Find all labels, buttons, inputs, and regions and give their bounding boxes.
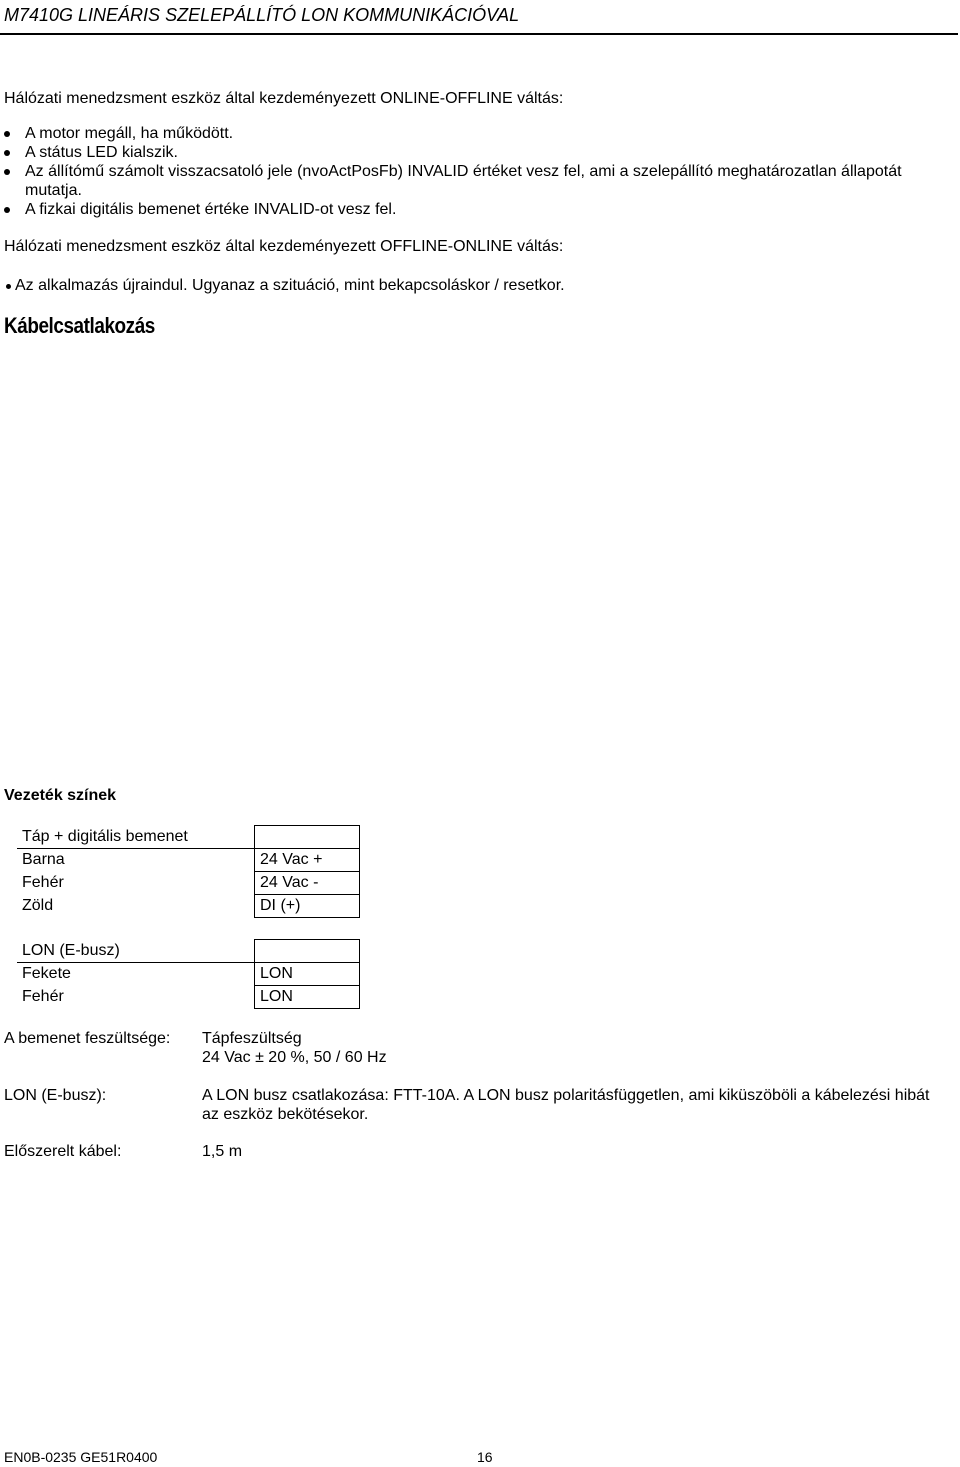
footer-document-code: EN0B-0235 GE51R0400 (4, 1449, 158, 1465)
list-item-text: Az alkalmazás újraindul. Ugyanaz a szituáció, mint bekapcsoláskor / resetkor. (15, 277, 565, 294)
table-header-row (17, 826, 360, 849)
section-heading-cable: Kábelcsatlakozás (4, 313, 155, 338)
input-voltage-line1: Tápfeszültség (202, 1030, 302, 1047)
online-offline-bullet-list (0, 124, 955, 219)
table-row (17, 849, 360, 872)
input-voltage-value (202, 1029, 942, 1067)
wire-signal-cell: 24 Vac + (255, 849, 360, 872)
offline-online-bullet-list (0, 276, 955, 295)
bullet-icon (6, 284, 11, 289)
lon-bus-label: LON (E-busz): (4, 1087, 107, 1104)
table-header-cell: Táp + digitális bemenet (17, 826, 255, 849)
wire-colors-heading: Vezeték színek (4, 787, 117, 804)
input-voltage-label: A bemenet feszültsége: (4, 1030, 171, 1047)
lon-bus-value: A LON busz csatlakozása: FTT-10A. A LON busz polaritásfüggetlen, ami kiküszöböli a kábelezési hibát az eszköz bekötésekor. (202, 1087, 930, 1123)
list-item-text: Az állítómű számolt visszacsatoló jele (nvoActPosFb) INVALID értéket vesz fel, ami a szelepállító meghatározatlan állapotát mutatja. (25, 163, 902, 199)
wire-color-cell: Fehér (22, 874, 64, 891)
lon-wire-table (17, 939, 360, 1009)
wire-color-cell: Zöld (22, 897, 54, 914)
table-row (17, 872, 360, 895)
wire-color-cell: Barna (22, 851, 65, 869)
wire-signal-cell: 24 Vac - (255, 872, 360, 895)
footer-page-number: 16 (477, 1449, 493, 1465)
bullet-icon (4, 207, 10, 213)
cable-value: 1,5 m (202, 1143, 243, 1160)
wire-signal-cell: DI (+) (255, 895, 360, 918)
header-divider (0, 33, 958, 35)
table-row (17, 986, 360, 1009)
table-row (17, 895, 360, 918)
table-header-empty-cell (255, 826, 360, 849)
list-item-text: A motor megáll, ha működött. (25, 125, 234, 142)
table-header-row (17, 940, 360, 963)
wire-signal-cell: LON (255, 986, 360, 1009)
list-item (0, 162, 955, 200)
table-header-cell: LON (E-busz) (17, 940, 255, 963)
bullet-icon (4, 131, 10, 137)
table-header-empty-cell (255, 940, 360, 963)
list-item-text: A fizkai digitális bemenet értéke INVALID-ot vesz fel. (25, 201, 397, 218)
wire-signal-cell: LON (255, 963, 360, 986)
power-wire-table (17, 825, 360, 918)
document-header-title: M7410G LINEÁRIS SZELEPÁLLÍTÓ LON KOMMUNIKÁCIÓVAL (4, 5, 520, 25)
list-item (0, 200, 955, 219)
input-voltage-line2: 24 Vac ± 20 %, 50 / 60 Hz (202, 1049, 387, 1066)
bullet-icon (4, 150, 10, 156)
list-item-text: A státus LED kialszik. (25, 144, 178, 161)
wire-color-cell: Fekete (22, 965, 71, 983)
list-item (0, 276, 955, 295)
cable-label: Előszerelt kábel: (4, 1143, 122, 1160)
online-offline-intro: Hálózati menedzsment eszköz által kezdeményezett ONLINE-OFFLINE váltás: (4, 90, 564, 107)
list-item (0, 124, 955, 143)
bullet-icon (4, 169, 10, 175)
table-row (17, 963, 360, 986)
wire-color-cell: Fehér (22, 988, 64, 1005)
offline-online-intro: Hálózati menedzsment eszköz által kezdeményezett OFFLINE-ONLINE váltás: (4, 238, 564, 255)
list-item (0, 143, 955, 162)
